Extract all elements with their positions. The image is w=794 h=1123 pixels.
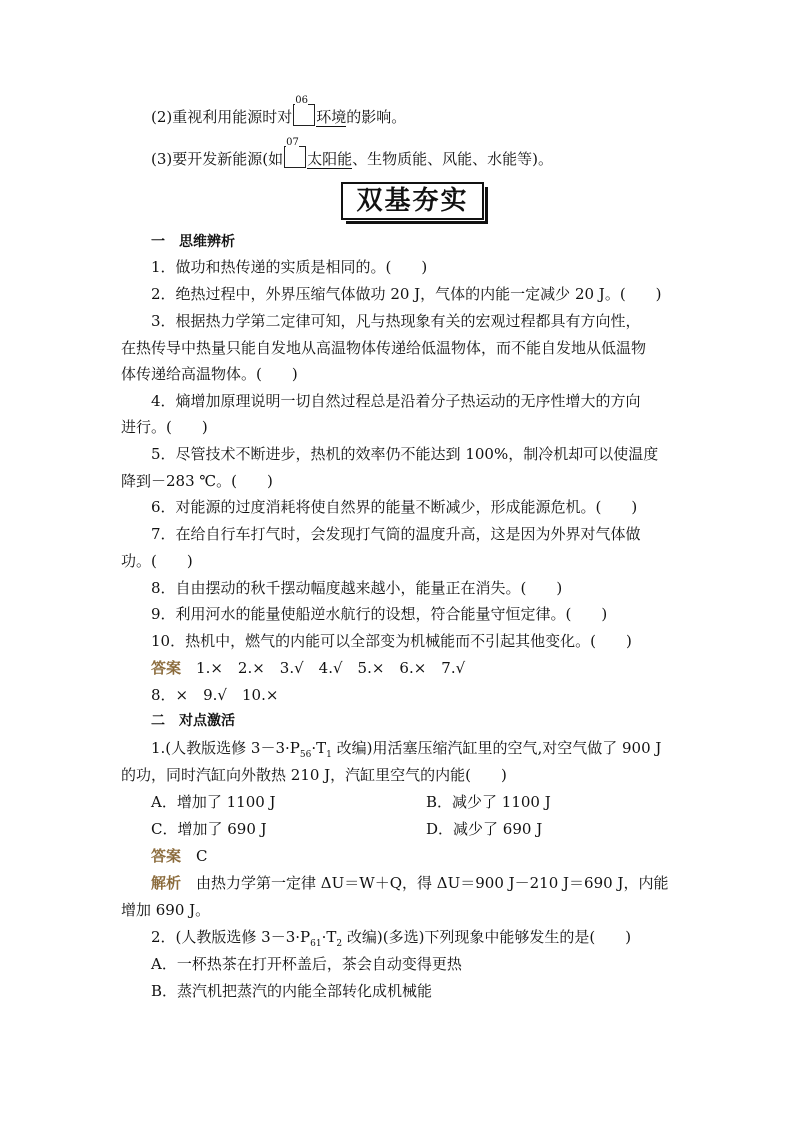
problem-2-mid: ·T — [321, 928, 337, 946]
item-2-line — [151, 95, 407, 127]
question-2: 2．绝热过程中，外界压缩气体做功 20 J，气体的内能一定减少 20 J。( ) — [151, 285, 662, 303]
answer-value: C — [196, 847, 208, 865]
question-5-line1: 5．尽管技术不断进步，热机的效率仍不能达到 100%，制冷机却可以使温度 — [151, 445, 659, 463]
answer-number: 06 — [295, 95, 308, 106]
problem-1-suffix: 改编)用活塞压缩汽缸里的空气,对空气做了 900 J — [331, 739, 662, 757]
answer-values: 1.× 2.× 3.√ 4.√ 5.× 6.× 7.√ — [196, 659, 466, 677]
part1-heading: 一 思维辨析 — [151, 234, 235, 250]
item-3-line — [151, 137, 553, 169]
question-4-line2: 进行。( ) — [121, 418, 208, 436]
question-7-line2: 功。( ) — [121, 552, 193, 570]
part2-heading: 二 对点激活 — [151, 713, 235, 729]
question-10: 10．热机中，燃气的内能可以全部变为机械能而不引起其他变化。( ) — [151, 632, 632, 650]
analysis-label: 解析 — [151, 874, 182, 892]
option-c: C．增加了 690 J — [151, 820, 267, 838]
item-2-prefix: (2)重视利用能源时对 — [151, 108, 293, 126]
answer-line-2: 8．× 9.√ 10.× — [151, 686, 279, 704]
task-subscript: 1 — [326, 750, 332, 760]
question-6: 6．对能源的过度消耗将使自然界的能量不断减少，形成能源危机。( ) — [151, 498, 638, 516]
option-d: D．减少了 690 J — [426, 820, 543, 838]
item-2-suffix: 的影响。 — [346, 108, 407, 126]
option-a: A．增加了 1100 J — [151, 793, 276, 811]
problem-1-mid: ·T — [311, 739, 327, 757]
answer-label: 答案 — [151, 847, 182, 865]
question-8: 8．自由摆动的秋千摆动幅度越来越小，能量正在消失。( ) — [151, 579, 563, 597]
question-3-line3: 体传递给高温物体。( ) — [121, 365, 298, 383]
fill-blank-answer: 太阳能 — [307, 150, 353, 168]
answer-number: 07 — [286, 137, 299, 148]
problem-1-prefix: 1.(人教版选修 3－3·P — [151, 739, 300, 757]
question-1: 1．做功和热传递的实质是相同的。( ) — [151, 258, 428, 276]
question-3-line1: 3．根据热力学第二定律可知，凡与热现象有关的宏观过程都具有方向性， — [151, 312, 641, 330]
section-title: 双基夯实 — [341, 182, 484, 220]
problem-2-prefix: 2．(人教版选修 3－3·P — [151, 928, 311, 946]
answer-number-box — [284, 137, 306, 168]
question-4-line1: 4．熵增加原理说明一切自然过程总是沿着分子热运动的无序性增大的方向 — [151, 392, 641, 410]
problem-2-option-b: B．蒸汽机把蒸汽的内能全部转化成机械能 — [151, 982, 433, 1000]
answer-label: 答案 — [151, 659, 182, 677]
page-subscript: 56 — [299, 750, 312, 760]
problem-2-suffix: 改编)(多选)下列现象中能够发生的是( ) — [342, 928, 632, 946]
item-3-prefix: (3)要开发新能源(如 — [151, 150, 284, 168]
problem-2-line1 — [151, 927, 631, 954]
question-5-line2: 降到－283 ℃。( ) — [121, 472, 273, 490]
task-subscript: 2 — [336, 939, 343, 949]
question-7-line1: 7．在给自行车打气时，会发现打气筒的温度升高，这是因为外界对气体做 — [151, 525, 641, 543]
problem-1-answer — [151, 846, 208, 866]
answer-number-box — [293, 95, 315, 126]
item-3-suffix: 、生物质能、风能、水能等)。 — [352, 150, 553, 168]
page-subscript: 61 — [310, 939, 322, 949]
problem-1-line1 — [151, 738, 661, 765]
analysis-line2: 增加 690 J。 — [121, 901, 211, 919]
option-b: B．减少了 1100 J — [426, 793, 551, 811]
problem-1-line2: 的功，同时汽缸向外散热 210 J，汽缸里空气的内能( ) — [121, 766, 507, 784]
analysis-line1 — [151, 873, 668, 893]
problem-2-option-a: A．一杯热茶在打开杯盖后，茶会自动变得更热 — [151, 955, 462, 973]
question-9: 9．利用河水的能量使船逆水航行的设想，符合能量守恒定律。( ) — [151, 605, 608, 623]
answer-line-1 — [151, 658, 465, 678]
analysis-text: 由热力学第一定律 ΔU＝W＋Q，得 ΔU＝900 J－210 J＝690 J，内能 — [196, 874, 669, 892]
question-3-line2: 在热传导中热量只能自发地从高温物体传递给低温物体，而不能自发地从低温物 — [121, 339, 647, 357]
fill-blank-answer: 环境 — [316, 108, 347, 126]
